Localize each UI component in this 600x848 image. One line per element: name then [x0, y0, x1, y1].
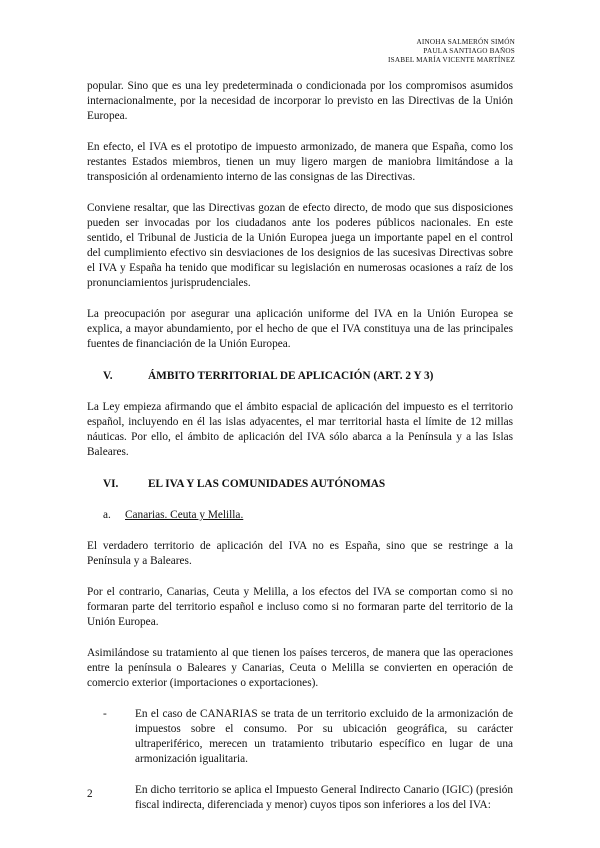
page-header — [388, 38, 515, 65]
subsection-heading — [87, 508, 513, 523]
bullet-paragraph: En el caso de CANARIAS se trata de un territorio excluido de la armonización de impuestos sobre el consumo. Por su ubicación geográfica, su carácter ultraperiférico, merecen un tratamiento tributario específico en lugar de una armonización igualitaria. — [135, 708, 513, 765]
page-number: 2 — [87, 788, 93, 800]
author-name: PAULA SANTIAGO BAÑOS — [423, 47, 515, 55]
section-title: ÁMBITO TERRITORIAL DE APLICACIÓN (ART. 2 Y 3) — [148, 370, 434, 382]
paragraph: Conviene resaltar, que las Directivas gozan de efecto directo, de modo que sus disposiciones pueden ser invocadas por los ciudadanos ante los poderes públicos nacionales. En este sentido, el Tribunal de Justicia de la Unión Europea juega un importante papel en el control del cumplimiento efectivo sin desviaciones de los designios de las sucesivas Directivas sobre el IVA y España ha tenido que modificar su legislación en numerosas ocasiones a raíz de los pronunciamientos jurisprudenciales. — [87, 202, 513, 289]
bullet-dash: - — [103, 708, 107, 720]
author-name: ISABEL MARÍA VICENTE MARTÍNEZ — [388, 56, 515, 64]
paragraph: Por el contrario, Canarias, Ceuta y Melilla, a los efectos del IVA se comportan como si no formaran parte del territorio español e incluso como si no formaran parte del territorio de la Unión Europea. — [87, 586, 513, 628]
paragraph: La Ley empieza afirmando que el ámbito espacial de aplicación del impuesto es el territorio español, incluyendo en él las islas adyacentes, el mar territorial hasta el límite de 12 millas náuticas. Por ello, el ámbito de aplicación del IVA sólo abarca a la Península y a las Islas Baleares. — [87, 401, 513, 458]
paragraph: En efecto, el IVA es el prototipo de impuesto armonizado, de manera que España, como los restantes Estados miembros, tienen un muy ligero margen de maniobra limitándose a la transposición al ordenamiento interno de las consignas de las Directivas. — [87, 141, 513, 183]
paragraph: La preocupación por asegurar una aplicación uniforme del IVA en la Unión Europea se explica, a mayor abundamiento, por el hecho de que el IVA constituya una de las principales fuentes de financiación de la Unión Europea. — [87, 308, 513, 350]
section-number: V. — [103, 370, 113, 382]
paragraph: El verdadero territorio de aplicación del IVA no es España, sino que se restringe a la Península y a Baleares. — [87, 540, 513, 567]
subsection-title: Canarias. Ceuta y Melilla. — [125, 509, 244, 521]
paragraph: Asimilándose su tratamiento al que tienen los países terceros, de manera que las operaciones entre la península o Baleares y Canarias, Ceuta o Melilla se convierten en operación de comercio exterior (importaciones o exportaciones). — [87, 647, 513, 689]
bullet-paragraph: En dicho territorio se aplica el Impuesto General Indirecto Canario (IGIC) (presión fiscal indirecta, diferenciada y menor) cuyos tipos son inferiores a los del IVA: — [135, 784, 513, 811]
section-heading — [87, 477, 513, 492]
bullet-item — [87, 707, 513, 813]
bullet-body — [135, 707, 513, 813]
author-name: AINOHA SALMERÓN SIMÓN — [416, 38, 515, 46]
page-body — [87, 79, 513, 813]
subsection-number: a. — [103, 509, 111, 521]
section-number: VI. — [103, 478, 119, 490]
section-heading — [87, 369, 513, 384]
paragraph: popular. Sino que es una ley predeterminada o condicionada por los compromisos asumidos internacionalmente, por la necesidad de incorporar lo previsto en las Directivas de la Unión Europea. — [87, 80, 513, 122]
section-title: EL IVA Y LAS COMUNIDADES AUTÓNOMAS — [148, 478, 386, 490]
